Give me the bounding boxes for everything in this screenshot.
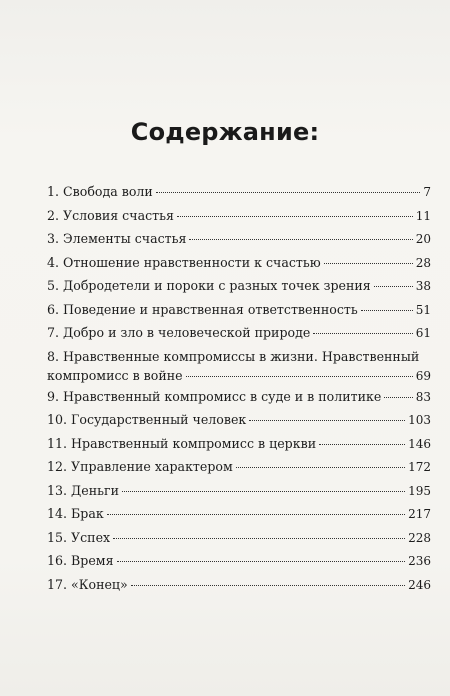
toc-entry-15 bbox=[47, 530, 431, 554]
dot-leader bbox=[122, 491, 405, 492]
page-title: Содержание: bbox=[130, 118, 320, 146]
toc-entry-label: 16. Время bbox=[47, 553, 114, 568]
toc-entry-1 bbox=[47, 184, 431, 208]
toc-entry-7 bbox=[47, 325, 431, 349]
toc-entry-label: 3. Элементы счастья bbox=[47, 231, 187, 246]
dot-leader bbox=[113, 538, 405, 539]
toc-entry-5 bbox=[47, 278, 431, 302]
toc-entry-page: 83 bbox=[415, 389, 431, 404]
toc-entry-3 bbox=[47, 231, 431, 255]
toc-entry-8 bbox=[47, 349, 431, 389]
toc-entry-label: 6. Поведение и нравственная ответственность bbox=[47, 301, 358, 317]
toc-entry-page: 246 bbox=[408, 577, 431, 592]
dot-leader bbox=[131, 585, 405, 586]
toc-entry-page: 61 bbox=[415, 326, 431, 340]
toc-entry-2 bbox=[47, 208, 431, 232]
toc-entry-13 bbox=[47, 483, 431, 507]
toc-entry-6 bbox=[47, 302, 431, 326]
toc-entry-label: 2. Условия счастья bbox=[47, 207, 174, 223]
dot-leader bbox=[107, 514, 405, 515]
toc-entry-page: 217 bbox=[408, 507, 431, 521]
toc-entry-page: 11 bbox=[415, 208, 431, 223]
dot-leader bbox=[177, 216, 413, 217]
dot-leader bbox=[189, 239, 412, 240]
table-of-contents bbox=[47, 184, 431, 600]
toc-entry-label-line1: 8. Нравственные компромиссы в жизни. Нравственный bbox=[47, 348, 420, 364]
toc-entry-10 bbox=[47, 412, 431, 436]
toc-entry-page: 236 bbox=[408, 554, 431, 568]
toc-entry-label: 10. Государственный человек bbox=[47, 412, 247, 427]
dot-leader bbox=[313, 333, 412, 334]
toc-entry-4 bbox=[47, 255, 431, 279]
dot-leader bbox=[324, 263, 413, 264]
toc-entry-label: 14. Брак bbox=[47, 506, 104, 521]
toc-entry-page: 172 bbox=[408, 460, 431, 474]
toc-entry-12 bbox=[47, 459, 431, 483]
toc-entry-page: 38 bbox=[415, 279, 431, 293]
dot-leader bbox=[249, 420, 405, 421]
toc-entry-label: 15. Успех bbox=[47, 529, 111, 545]
toc-entry-label: 9. Нравственный компромисс в суде и в политике bbox=[47, 388, 382, 404]
dot-leader bbox=[384, 397, 412, 398]
toc-entry-14 bbox=[47, 506, 431, 530]
dot-leader bbox=[117, 561, 406, 562]
toc-entry-page: 195 bbox=[408, 483, 431, 498]
dot-leader bbox=[374, 286, 413, 287]
toc-entry-label-line2: компромисс в войне bbox=[47, 367, 183, 383]
dot-leader bbox=[361, 310, 413, 311]
toc-entry-page: 69 bbox=[415, 368, 431, 383]
toc-entry-label: 1. Свобода воли bbox=[47, 184, 153, 199]
toc-entry-page: 20 bbox=[415, 232, 431, 246]
toc-entry-page: 7 bbox=[423, 185, 431, 199]
toc-entry-16 bbox=[47, 553, 431, 577]
toc-entry-page: 28 bbox=[415, 255, 431, 270]
toc-entry-label: 7. Добро и зло в человеческой природе bbox=[47, 325, 311, 340]
dot-leader bbox=[319, 444, 405, 445]
toc-entry-label: 13. Деньги bbox=[47, 482, 119, 498]
toc-entry-label: 4. Отношение нравственности к счастью bbox=[47, 254, 321, 270]
toc-entry-page: 228 bbox=[408, 530, 431, 545]
toc-entry-17 bbox=[47, 577, 431, 601]
toc-entry-label: 17. «Конец» bbox=[47, 576, 128, 592]
toc-entry-label: 5. Добродетели и пороки с разных точек зрения bbox=[47, 278, 371, 293]
toc-entry-11 bbox=[47, 436, 431, 460]
dot-leader bbox=[236, 467, 405, 468]
toc-entry-label: 11. Нравственный компромисс в церкви bbox=[47, 435, 317, 451]
toc-entry-page: 103 bbox=[408, 413, 431, 427]
toc-entry-page: 51 bbox=[415, 302, 431, 317]
dot-leader bbox=[186, 376, 413, 377]
toc-entry-9 bbox=[47, 389, 431, 413]
toc-entry-label: 12. Управление характером bbox=[47, 459, 233, 474]
dot-leader bbox=[156, 192, 421, 193]
toc-entry-page: 146 bbox=[408, 436, 431, 451]
